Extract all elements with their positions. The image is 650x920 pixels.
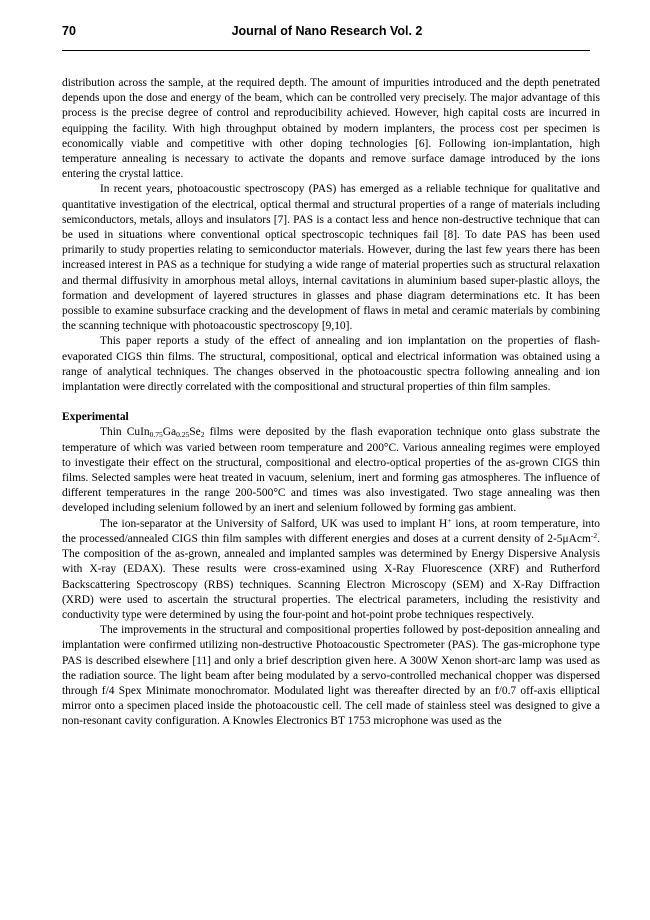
journal-title: Journal of Nano Research Vol. 2 (231, 24, 423, 38)
paragraph-pas-background: In recent years, photoacoustic spectroscopy (PAS) has emerged as a reliable technique for qualitative and quantitative investigation of the electrical, optical thermal and structural properties of a range of materials including semiconductors, metals, alloys and insulators [7]. PAS is a contact less and hence non-destructive technique that can be used in situations where conventional optical spectroscopic techniques fail [8]. To date PAS has been used primarily to study properties relating to semiconductor materials. However, during the last few years there has been increased interest in PAS as a technique for studying a wide range of material properties such as structural relaxation and thermal diffusivity in amorphous metal alloys, internal cavitations in aluminium based super-plastic alloys, the formation and development of layered structures in glasses and phase diagram determinations etc. It has been possible to examine subsurface cracking and the development of flaws in metal and ceramic materials by combining the scanning technique with photoacoustic spectroscopy [9,10]. (62, 183, 600, 333)
subscript: 2 (200, 430, 205, 440)
text-span: Se (189, 426, 201, 439)
text-span: Thin CuIn (100, 426, 150, 439)
paragraph-pas-setup: The improvements in the structural and compositional properties followed by post-deposition annealing and implantation were confirmed utilizing non-destructive Photoacoustic Spectrometer (PAS). The gas-microphone type PAS is described elsewhere [11] and only a brief description given here. A 300W Xenon short-arc lamp was used as the radiation source. The light beam after being modulated by a servo-controlled mechanical chopper was dispersed through f/4 Spex Minimate monochromator. Modulated light was thereafter directed by an f/0.7 off-axis elliptical mirror onto a specimen placed inside the photoacoustic cell. The cell made of stainless steel was designed to give a non-resonant cavity configuration. A Knowles Electronics BT 1753 microphone was used as the (62, 624, 600, 728)
text-span: Ga (162, 426, 177, 439)
header-rule (62, 50, 590, 51)
subscript: 0.25 (176, 430, 190, 440)
article-body (62, 76, 600, 730)
superscript: -2 (590, 530, 598, 540)
superscript: + (447, 515, 452, 525)
text-span: The ion-separator at the University of Salford, UK was used to implant H (100, 517, 448, 530)
text-span: . The composition of the as-grown, annealed and implanted samples was determined by Energy Dispersive Analysis with X-ray (EDAX). These results were cross-examined using X-Ray Fluorescence (XRF) and Rutherford Backscattering Spectroscopy (RBS) techniques. Scanning Electron Microscopy (SEM) and X-Ray Diffraction (XRD) were used to ascertain the structural properties. The electrical parameters, including the resistivity and conductivity type were determined by using the four-point and hot-point probe techniques respectively. (62, 532, 600, 621)
text-span: ions, at room temperature, into the processed/annealed CIGS thin film samples with different energies and doses at a current density of 2-5μAcm (62, 517, 601, 545)
paragraph-paper-scope: This paper reports a study of the effect of annealing and ion implantation on the properties of flash-evaporated CIGS thin films. The structural, compositional, optical and electrical information was obtained using a range of analytical techniques. The changes observed in the photoacoustic spectra following annealing and ion implantation were directly correlated with the compositional and structural properties of thin film samples. (62, 335, 600, 394)
text-span: films were deposited by the flash evaporation technique onto glass substrate the temperature of which was varied between room temperature and 200°C. Various annealing regimes were employed to investigate their effect on the structural, compositional and electro-optical properties of the as-grown CIGS thin films. Selected samples were heat treated in vacuum, selenium, inert and forming gas atmospheres. The influence of different temperatures in the range 200-500°C and times was also investigated. Two stage annealing was then developed including selenium followed by an inert and selenium followed by forming gas ambient. (62, 426, 600, 515)
paragraph-deposition (62, 425, 600, 516)
page-number: 70 (62, 24, 76, 38)
section-heading-experimental: Experimental (62, 411, 129, 424)
running-header (62, 22, 592, 42)
paragraph-intro-continued: distribution across the sample, at the required depth. The amount of impurities introduced and the depth penetrated depends upon the dose and energy of the beam, which can be controlled very precisely. The major advantage of this process is the precise degree of control and reproducibility achieved. However, high capital costs are incurred in equipping the facility. With high throughput obtained by modern implanters, the process cost per specimen is economically viable and competitive with other doping technologies [6]. Following ion-implantation, high temperature annealing is necessary to activate the dopants and remove surface damage introduced by the ions entering the crystal lattice. (62, 77, 600, 181)
paragraph-ion-implantation (62, 517, 600, 623)
subscript: 0.75 (149, 430, 163, 440)
